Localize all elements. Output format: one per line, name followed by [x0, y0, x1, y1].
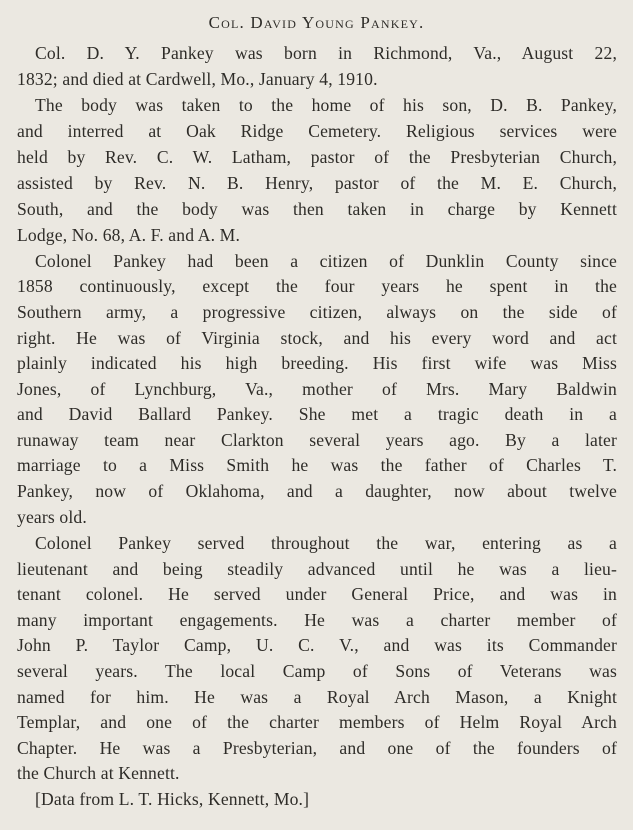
- text-line: Southern army, a progressive citizen, always on the side of: [17, 302, 617, 322]
- text-line: and interred at Oak Ridge Cemetery. Religious services were: [17, 121, 617, 141]
- text-line: the Church at Kennett.: [17, 763, 180, 783]
- text-line: years old.: [17, 507, 87, 527]
- text-line: lieutenant and being steadily advanced until he was a lieu-: [17, 559, 617, 579]
- text-line: held by Rev. C. W. Latham, pastor of the Presbyterian Church,: [17, 147, 617, 167]
- text-line: South, and the body was then taken in charge by Kennett: [17, 199, 617, 219]
- text-line: Colonel Pankey had been a citizen of Dunklin County since: [35, 251, 617, 271]
- text-line: Colonel Pankey served throughout the war, entering as a: [35, 533, 617, 553]
- text-line: Chapter. He was a Presbyterian, and one of the founders of: [17, 738, 617, 758]
- text-line: Col. D. Y. Pankey was born in Richmond, Va., August 22,: [35, 43, 617, 63]
- text-line: named for him. He was a Royal Arch Mason, a Knight: [17, 687, 617, 707]
- text-line: Templar, and one of the charter members of Helm Royal Arch: [17, 712, 617, 732]
- text-line: Pankey, now of Oklahoma, and a daughter, now about twelve: [17, 481, 617, 501]
- text-line: Jones, of Lynchburg, Va., mother of Mrs. Mary Baldwin: [17, 379, 617, 399]
- text-line: The body was taken to the home of his son, D. B. Pankey,: [35, 95, 617, 115]
- text-line: tenant colonel. He served under General Price, and was in: [17, 584, 617, 604]
- text-line: 1832; and died at Cardwell, Mo., January 4, 1910.: [17, 69, 378, 89]
- text-line: Lodge, No. 68, A. F. and A. M.: [17, 225, 241, 245]
- page-title: Col. David Young Pankey.: [208, 13, 425, 32]
- text-line: John P. Taylor Camp, U. C. V., and was its Commander: [17, 635, 617, 655]
- text-line: right. He was of Virginia stock, and his every word and act: [17, 328, 617, 348]
- text-line: runaway team near Clarkton several years ago. By a later: [17, 430, 617, 450]
- text-line: assisted by Rev. N. B. Henry, pastor of the M. E. Church,: [17, 173, 617, 193]
- text-line: marriage to a Miss Smith he was the father of Charles T.: [17, 455, 617, 475]
- text-line: plainly indicated his high breeding. His first wife was Miss: [17, 353, 617, 373]
- text-line: many important engagements. He was a charter member of: [17, 610, 617, 630]
- source-note: [Data from L. T. Hicks, Kennett, Mo.]: [35, 789, 310, 809]
- text-line: and David Ballard Pankey. She met a tragic death in a: [17, 404, 617, 424]
- text-line: 1858 continuously, except the four years he spent in the: [17, 276, 617, 296]
- text-line: several years. The local Camp of Sons of Veterans was: [17, 661, 617, 681]
